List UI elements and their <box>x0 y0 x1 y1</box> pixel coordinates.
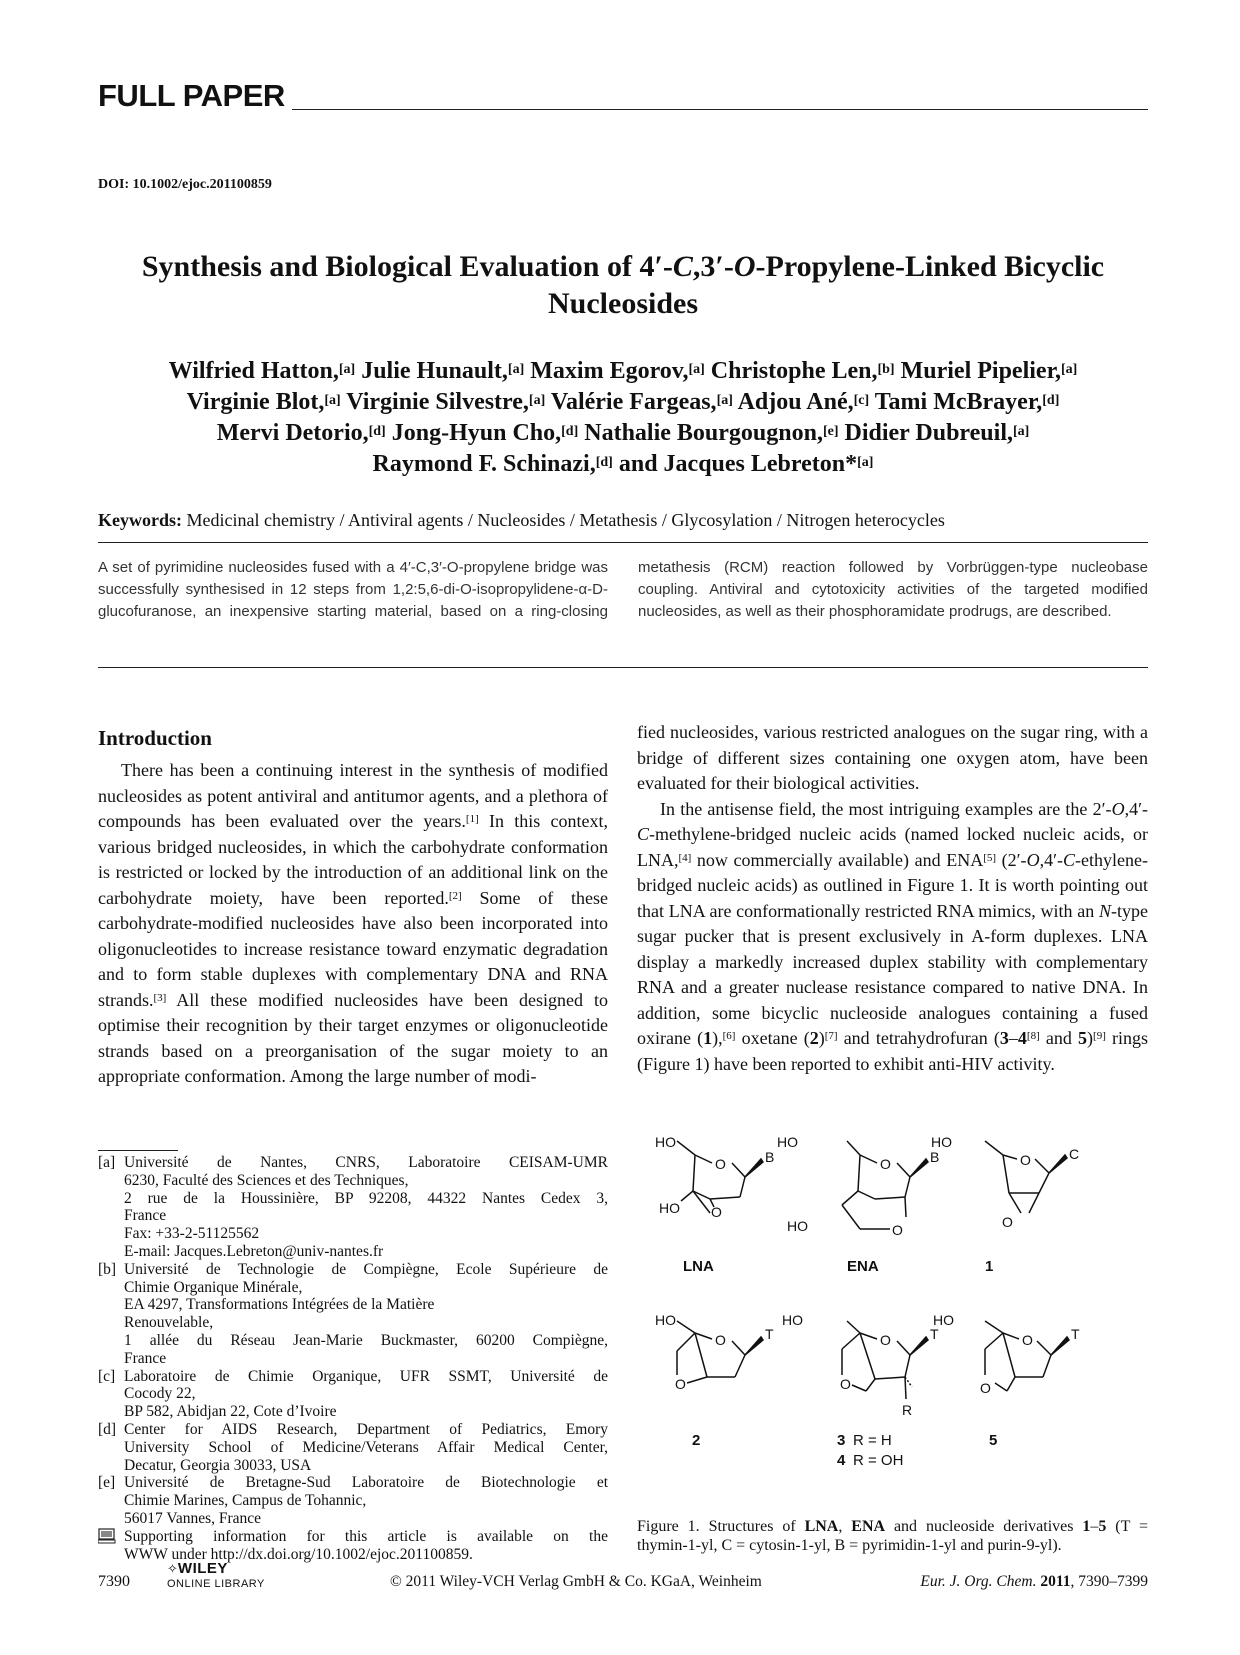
footnote-tag: [d] <box>98 1420 117 1438</box>
compound-number: 5 <box>1078 1028 1088 1048</box>
atom-label: B <box>930 1149 940 1165</box>
atom-label: O <box>711 1204 722 1220</box>
structure-label: R = H <box>853 1432 892 1449</box>
atom-label: O <box>840 1376 851 1392</box>
atom-label: HO <box>655 1135 676 1150</box>
footnote-text <box>124 1474 608 1527</box>
citation: [5] <box>983 851 997 864</box>
footnote-tag: [e] <box>98 1474 116 1492</box>
atom-label: HO <box>782 1312 803 1328</box>
text-run: ), <box>712 1028 723 1048</box>
running-header <box>98 78 1148 118</box>
footnote-line: Cocody 22, <box>124 1385 196 1403</box>
structure-label: ENA <box>847 1258 879 1275</box>
text-run: (2′- <box>996 849 1027 870</box>
body-column-right <box>637 720 1148 1077</box>
author-list <box>98 356 1148 480</box>
author-name: Virginie Blot, <box>186 389 325 415</box>
footnote <box>98 1474 608 1527</box>
text-run: There has been a continuing interest in the synthesis of modified nucleosides as potent antiviral and antitumor agents, and a plethora of compounds has been evaluated over the years. <box>98 760 608 831</box>
caption-run: ENA <box>851 1518 886 1535</box>
author-affiliation: [c] <box>853 393 870 408</box>
footnote-line: University School of Medicine/Veterans Affair Medical Center, <box>124 1438 608 1456</box>
author-name: Tami McBrayer, <box>874 389 1043 415</box>
atom-label: HO <box>655 1312 676 1328</box>
caption-run: Figure 1. Structures of <box>637 1518 805 1535</box>
footnote-line: 56017 Vannes, France <box>124 1509 262 1527</box>
footnote-rule <box>98 1150 178 1151</box>
atom-label: T <box>930 1326 939 1342</box>
author-affiliation: [a] <box>324 393 341 408</box>
caption-run: – <box>1090 1518 1099 1535</box>
author-affiliation: [a] <box>857 455 874 470</box>
citation: [6] <box>722 1030 736 1042</box>
citation: [1] <box>465 813 479 825</box>
text-run: ) <box>1087 1028 1094 1048</box>
atom-label: T <box>1071 1326 1080 1342</box>
structure-label: 1 <box>985 1258 994 1275</box>
footnote-line: Chimie Organique Minérale, <box>124 1278 303 1296</box>
atom-label: C <box>1069 1146 1080 1162</box>
abstract: A set of pyrimidine nucleosides fused with a 4′-C,3′-O-propylene bridge was successfully synthesised in 12 steps from 1,2:5,6-di-O-isopropylidene-α-D-glucofuranose, an inexpensive starting material, based on a ring-closing metathesis (RCM) reaction followed by Vorbrüggen-type nucleobase coupling. Antiviral and cytotoxicity activities of the targeted modified nucleosides, as well as their phosphoramidate prodrugs, are described. <box>98 559 1148 620</box>
logo-subtext: ONLINE LIBRARY <box>167 1578 265 1590</box>
paragraph: fied nucleosides, various restricted analogues on the sugar ring, with a bridge of different sizes containing one oxygen atom, have been evaluated for their biological activities. <box>637 722 1148 793</box>
atom-label: R <box>902 1402 913 1418</box>
footnote-line: Université de Nantes, CNRS, Laboratoire CEISAM-UMR <box>124 1154 608 1171</box>
compound-number: 4 <box>1017 1028 1027 1048</box>
footnote-line: Université de Bretagne-Sud Laboratoire de Biotechnologie et <box>124 1474 608 1492</box>
author-affiliation: [d] <box>1042 393 1060 408</box>
copyright: © 2011 Wiley-VCH Verlag GmbH & Co. KGaA, Weinheim <box>390 1573 762 1590</box>
footnote-text <box>124 1528 608 1564</box>
text-run: – <box>1008 1028 1018 1048</box>
structure-label: 4 <box>837 1452 846 1469</box>
structure-label: 5 <box>989 1432 998 1449</box>
author-affiliation: [d] <box>561 424 579 439</box>
computer-icon <box>98 1528 124 1564</box>
figure-caption <box>637 1517 1148 1555</box>
footnote-text <box>124 1421 608 1474</box>
citation: [9] <box>1093 1030 1106 1042</box>
footnote-line: Chimie Marines, Campus de Tohannic, <box>124 1492 367 1510</box>
text-run: rings (Figure 1) have been reported to exhibit anti-HIV activity. <box>637 1028 1149 1074</box>
text-run: -ethylene-bridged nucleic acids) as outlined in Figure 1. It is worth pointing out that LNA are conformationally restricted RNA mimics, with an <box>637 849 1148 921</box>
title-part: ,3′- <box>692 250 734 283</box>
atom-label: O <box>715 1156 726 1172</box>
footnote-line: 1 allée du Réseau Jean-Marie Buckmaster, 60200 Compiègne, <box>124 1331 608 1349</box>
text-run: ) <box>818 1028 825 1048</box>
atom-label: O <box>1002 1214 1013 1230</box>
footnote-line: France <box>124 1349 167 1367</box>
doi: DOI: 10.1002/ejoc.201100859 <box>98 177 272 192</box>
logo-text: WILEY <box>177 1560 228 1577</box>
atom-label: T <box>765 1326 774 1342</box>
footnote-line: Université de Technologie de Compiègne, Ecole Supérieure de <box>124 1260 608 1278</box>
footnote-line: Renouvelable, <box>124 1314 214 1332</box>
compound-2-structure <box>677 1321 763 1383</box>
compound-number: 3 <box>999 1028 1009 1048</box>
text-run: -type sugar pucker that is present exclusively in A-form duplexes. LNA display a markedly increased duplex stability with complementary RNA and a greater nuclease resistance compared to native DNA. In addition, some bicyclic nucleoside analogues containing a fused oxirane ( <box>637 900 1148 1048</box>
footnote-text <box>124 1154 608 1261</box>
text-run: now commercially available) and ENA <box>691 849 984 870</box>
text-run: and <box>1039 1028 1079 1048</box>
text-run: O <box>1026 849 1040 870</box>
footnote <box>98 1368 608 1421</box>
footnote-line: France <box>124 1207 167 1225</box>
keywords <box>98 510 1148 531</box>
text-run: In this context, various bridged nucleosides, in which the carbohydrate conformation is restricted or locked by the introduction of an additional link on the carbohydrate moiety, have been reported. <box>98 811 608 908</box>
footnote <box>98 1261 608 1368</box>
author-name: Raymond F. Schinazi, <box>372 451 596 477</box>
section-label: FULL PAPER <box>98 78 285 113</box>
compound-number: 2 <box>809 1028 819 1048</box>
atom-label: HO <box>787 1218 808 1234</box>
author-affiliation: [d] <box>368 424 386 439</box>
footnote <box>98 1421 608 1474</box>
structure-label: R = OH <box>853 1452 904 1469</box>
footnote-line: WWW under http://dx.doi.org/10.1002/ejoc.201100859. <box>124 1545 473 1563</box>
atom-label: O <box>980 1380 991 1396</box>
text-run: ,4′- <box>1039 849 1063 870</box>
caption-run: , <box>838 1518 852 1535</box>
atom-label: O <box>1022 1332 1033 1348</box>
footnote-line: Fax: +33-2-51125562 <box>124 1225 260 1243</box>
author-name: and Jacques Lebreton* <box>618 451 858 477</box>
footnote-text <box>124 1368 608 1421</box>
citation: [3] <box>153 991 167 1004</box>
footnote-tag: [b] <box>98 1260 117 1278</box>
author-name: Mervi Detorio, <box>216 420 369 446</box>
text-run: In the antisense field, the most intriguing examples are the 2′- <box>660 798 1112 819</box>
footnote-line: Laboratoire de Chimie Organique, UFR SSMT, Université de <box>124 1367 608 1385</box>
footnote-line: EA 4297, Transformations Intégrées de la Matière <box>124 1296 435 1314</box>
citation: [7] <box>824 1030 838 1042</box>
footnote-tag: [a] <box>98 1154 116 1171</box>
footnote-supporting-info <box>98 1528 608 1564</box>
text-run: C <box>637 824 650 844</box>
text-run: ,4′- <box>1124 798 1148 819</box>
text-run: N <box>1099 900 1112 921</box>
wiley-icon: ✧ <box>167 1561 178 1576</box>
body-column-left <box>98 724 608 1090</box>
author-affiliation: [d] <box>595 455 613 470</box>
journal-citation <box>920 1573 1148 1591</box>
title-line-2: Nucleosides <box>548 287 698 320</box>
footnote-line: 6230, Faculté des Sciences et des Techniques, <box>124 1171 409 1189</box>
citation: [8] <box>1026 1030 1040 1042</box>
author-affiliation: [e] <box>822 424 839 439</box>
lna-structure <box>677 1141 763 1213</box>
author-name: Muriel Pipelier, <box>900 358 1062 384</box>
text-run: -methylene-bridged nucleic acids (named locked nucleic acids, or LNA, <box>637 824 1148 870</box>
footnote-text <box>124 1261 608 1368</box>
author-affiliation: [a] <box>1012 424 1030 439</box>
atom-label: O <box>892 1222 903 1238</box>
footnote-tag: [c] <box>98 1367 116 1385</box>
wiley-logo <box>167 1560 265 1590</box>
author-affiliation: [a] <box>1061 362 1078 377</box>
caption-run: and nucleoside derivatives <box>885 1518 1083 1535</box>
structures-drawing <box>637 1135 1148 1515</box>
atom-label: HO <box>931 1135 952 1150</box>
author-name: Wilfried Hatton, <box>168 358 339 384</box>
author-name: Valérie Fargeas, <box>550 389 717 415</box>
title-part: O <box>733 250 756 283</box>
author-affiliation: [a] <box>716 393 733 408</box>
structure-label: 2 <box>692 1432 701 1449</box>
header-rule <box>292 109 1148 110</box>
paragraph <box>98 758 608 1090</box>
atom-label: HO <box>777 1135 798 1150</box>
citation: [4] <box>678 851 692 864</box>
author-name: Christophe Len, <box>710 358 878 384</box>
structure-label: 3 <box>837 1432 846 1449</box>
author-affiliation: [a] <box>688 362 705 377</box>
atom-label: O <box>880 1332 891 1348</box>
text-run: O <box>1111 798 1125 819</box>
title-part: -Propylene-Linked Bicyclic <box>755 250 1105 283</box>
footnote-line: BP 582, Abidjan 22, Cote d’Ivoire <box>124 1403 337 1421</box>
structure-label: LNA <box>683 1258 714 1275</box>
title-part: Synthesis and Biological Evaluation of 4′- <box>141 250 673 283</box>
author-name: Didier Dubreuil, <box>844 420 1013 446</box>
paragraph <box>637 797 1148 1078</box>
atom-label: O <box>880 1156 891 1172</box>
compound-number: 1 <box>703 1028 713 1048</box>
journal-year: 2011 <box>1040 1573 1071 1590</box>
author-name: Nathalie Bourgougnon, <box>584 420 823 446</box>
journal-pages: , 7390–7399 <box>1070 1573 1148 1590</box>
text-run: All these modified nucleosides have been designed to optimise their recognition by their target enzymes or oligonucleotide strands based on a preorganisation of the sugar moiety to an appropriate conformation. Among the large number of modi- <box>98 989 608 1086</box>
author-name: Adjou Ané, <box>737 389 854 415</box>
footnote-line: Center for AIDS Research, Department of Pediatrics, Emory <box>124 1420 608 1438</box>
caption-run: (T = thymin-1-yl, C = cytosin-1-yl, B = pyrimidin-1-yl and purin-9-yl). <box>637 1518 1149 1554</box>
footnote-line: 2 rue de la Houssinière, BP 92208, 44322 Nantes Cedex 3, <box>124 1189 608 1207</box>
title-part: C <box>672 250 693 283</box>
caption-run: 1 <box>1082 1518 1091 1535</box>
keywords-label: Keywords: <box>98 510 182 530</box>
author-name: Jong-Hyun Cho, <box>391 420 562 446</box>
text-run: oxetane ( <box>735 1028 810 1048</box>
citation: [2] <box>448 889 462 902</box>
caption-run: LNA <box>804 1518 839 1535</box>
author-affiliation: [a] <box>338 362 356 377</box>
atom-label: O <box>715 1332 726 1348</box>
ena-structure <box>842 1141 928 1229</box>
author-name: Maxim Egorov, <box>530 358 689 384</box>
author-affiliation: [a] <box>528 393 546 408</box>
page-number: 7390 <box>98 1573 130 1590</box>
section-heading: Introduction <box>98 726 212 750</box>
text-run: Some of these carbohydrate-modified nucleosides have also been incorporated into oligonucleotides to increase resistance toward enzymatic degradation and to form stable duplexes with complementary DNA and RNA strands. <box>98 887 609 1010</box>
author-affiliation: [b] <box>877 362 895 377</box>
abstract-top-rule <box>98 542 1148 543</box>
footnote-line: E-mail: Jacques.Lebreton@univ-nantes.fr <box>124 1242 384 1260</box>
journal-name: Eur. J. Org. Chem. <box>920 1573 1037 1590</box>
article-title <box>98 248 1148 322</box>
author-affiliation: [a] <box>507 362 525 377</box>
abstract-bottom-rule <box>98 667 1148 668</box>
atom-label: O <box>1020 1152 1031 1168</box>
atom-label: O <box>675 1376 686 1392</box>
caption-run: 5 <box>1098 1518 1107 1535</box>
author-name: Julie Hunault, <box>361 358 508 384</box>
text-run: C <box>1063 849 1076 870</box>
atom-label: HO <box>933 1312 954 1328</box>
footnote-line: Decatur, Georgia 30033, USA <box>124 1456 312 1474</box>
figure-1 <box>637 1135 1148 1515</box>
text-run: and tetrahydrofuran ( <box>837 1028 1000 1048</box>
footnote <box>98 1154 608 1261</box>
atom-label: B <box>765 1149 775 1165</box>
atom-label: HO <box>659 1200 680 1216</box>
footnote-line: Supporting information for this article is available on the <box>124 1527 608 1545</box>
author-name: Virginie Silvestre, <box>346 389 529 415</box>
affiliations <box>98 1154 608 1563</box>
keywords-text: Medicinal chemistry / Antiviral agents / Nucleosides / Metathesis / Glycosylation / Nitrogen heterocycles <box>186 510 945 530</box>
